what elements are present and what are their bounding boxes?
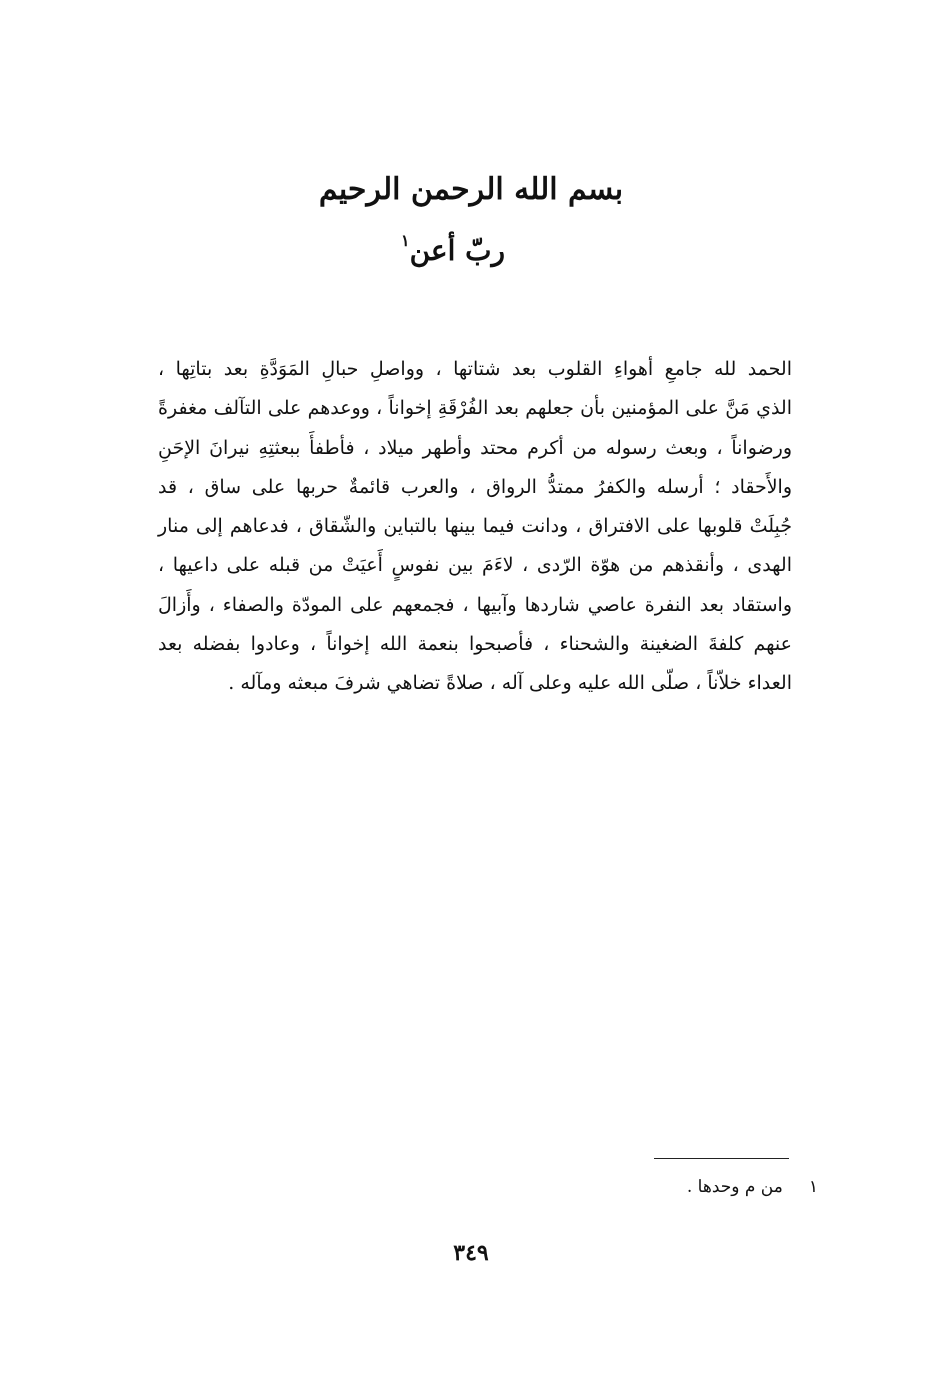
text-line: عنهم كلفةَ الضغينة والشحناء ، فأصبحوا بنعمة الله إخواناً ، وعادوا بفضله بعد: [158, 633, 792, 656]
footnote-number: ١: [808, 1177, 818, 1197]
footnote-separator: [654, 1158, 789, 1159]
body-paragraph: [158, 350, 792, 704]
footnote-text: من م وحدها .: [686, 1177, 783, 1197]
text-line: جُبِلَتْ قلوبها على الافتراق ، ودانت فيما بينها بالتباين والشّقاق ، فدعاهم إلى منار: [158, 515, 792, 538]
text-line: العداء خلاّناً ، صلّى الله عليه وعلى آله ، صلاةً تضاهي شرفَ مبعثه ومآله .: [228, 672, 792, 695]
footnote: [687, 1174, 818, 1200]
basmala-heading: بسم الله الرحمن الرحيم: [318, 172, 624, 207]
text-line: ورضواناً ، وبعث رسوله من أكرم محتد وأطهر ميلاد ، فأطفأَ ببعثتِهِ نيرانَ الإحَنِ: [158, 436, 792, 459]
invocation-text: ربّ أعن: [409, 234, 506, 267]
page-number: ٣٤٩: [453, 1240, 489, 1266]
text-line: الهدى ، وأنقذهم من هوّة الرّدى ، لاءَمَ بين نفوسٍ أَعيَتْ من قبله على داعيها ،: [158, 554, 792, 577]
invocation-heading: [0, 222, 942, 270]
text-line: والأَحقاد ؛ أرسله والكفرُ ممتدُّ الرواق ، والعرب قائمةٌ حربها على ساق ، قد: [158, 475, 792, 498]
text-line: واستقاد بعد النفرة عاصي شاردها وآبيها ، فجمعهم على المودّة والصفاء ، وأَزالَ: [158, 593, 792, 616]
footnote-reference: ١: [400, 231, 410, 250]
text-line: الذي مَنَّ على المؤمنين بأن جعلهم بعد الفُرْقَةِ إخواناً ، ووعدهم على التآلف مغفرةً: [158, 397, 792, 420]
text-line: الحمد لله جامعِ أهواءِ القلوب بعد شتاتها ، وواصلِ حبالِ المَوَدَّةِ بعد بتاتِها ،: [158, 358, 792, 380]
